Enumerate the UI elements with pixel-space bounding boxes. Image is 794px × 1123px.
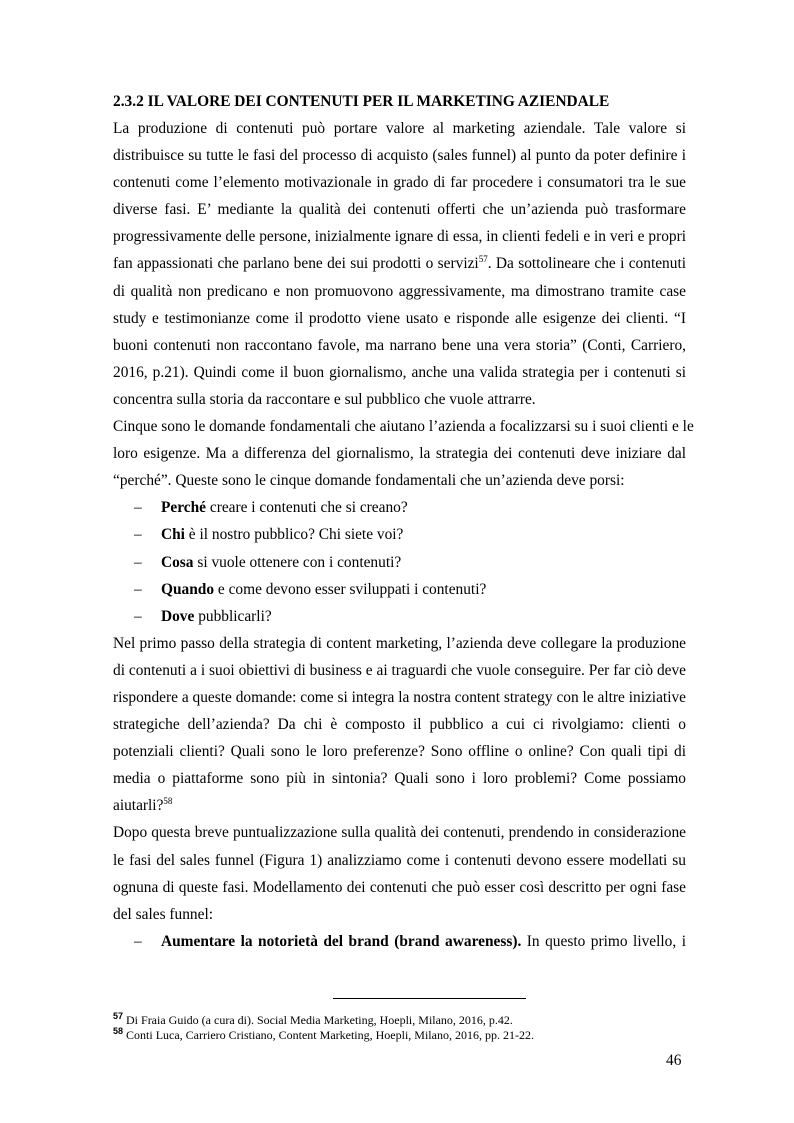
phases-list [113,928,686,955]
text-line: “perché”. Queste sono le cinque domande fondamentali che un’azienda deve porsi: [113,472,625,490]
question-keyword: Dove [161,607,195,625]
list-item [113,928,686,955]
text-line: concentra sulla storia da raccontare e sul pubblico che vuole attrarre. [113,390,536,408]
list-item [113,494,686,521]
question-keyword: Chi [161,526,185,544]
footnotes [113,1013,686,1043]
question-text: pubblicarli? [194,607,272,625]
list-item [113,603,686,630]
footnote-ref-58: 58 [163,796,173,807]
text-line: le fasi del sales funnel (Figura 1) analizziamo come i contenuti devono essere modellati su [113,851,686,869]
text-line: Dopo questa breve puntualizzazione sulla qualità dei contenuti, prendendo in considerazione [113,824,686,842]
question-text: si vuole ottenere con i contenuti? [193,553,402,571]
text-line: La produzione di contenuti può portare valore al marketing aziendale. Tale valore si [113,120,686,137]
text-line: contenuti come l’elemento motivazionale in grado di far procedere i consumatori tra le sue [113,174,686,192]
text-line: 2016, p.21). Quindi come il buon giornalismo, anche una valida strategia per i contenuti si [113,363,686,381]
text-line: del sales funnel: [113,905,214,923]
text-line: buoni contenuti non raccontano favole, ma narrano bene una vera storia” (Conti, Carriero, [113,336,686,354]
question-keyword: Cosa [161,553,194,571]
dash-bullet: – [134,932,142,950]
section-heading: 2.3.2 IL VALORE DEI CONTENUTI PER IL MARKETING AZIENDALE [113,93,610,110]
text-line: loro esigenze. Ma a differenza del giornalismo, la strategia dei contenuti deve iniziare dal [113,445,686,463]
text-segment: aiutarli? [113,797,164,815]
text-segment: . Da sottolineare che i contenuti [487,255,686,273]
footnote-text: Di Fraia Guido (a cura di). Social Media Marketing, Hoepli, Milano, 2016, p.42. [123,1013,513,1027]
text-line: ognuna di queste fasi. Modellamento dei contenuti che può esser così descritto per ogni fase [113,878,686,896]
question-text: è il nostro pubblico? Chi siete voi? [184,526,404,544]
paragraph-sales-funnel [113,819,686,927]
question-keyword: Quando [161,580,215,598]
questions-list [113,494,686,629]
footnote-separator [333,998,526,999]
text-line [113,792,686,819]
footnote-ref-57: 57 [478,254,488,265]
page-number: 46 [666,1052,682,1069]
list-item [113,576,686,603]
list-item [113,549,686,576]
text-segment: fan appassionati che parlano bene dei sui prodotti o servizi [113,255,479,273]
footnote-58 [113,1028,686,1043]
question-keyword: Perché [161,499,207,517]
paragraph-content-value [113,115,686,413]
text-line: di contenuti a i suoi obiettivi di business e ai traguardi che vuole conseguire. Per far ciò deve [113,661,686,679]
text-line: Nel primo passo della strategia di content marketing, l’azienda deve collegare la produzione [113,634,686,652]
text-line: strategiche dell’azienda? Da chi è composto il pubblico a cui ci rivolgiamo: clienti o [113,716,686,734]
paragraph-five-questions [113,413,694,494]
text-line: distribuisce su tutte le fasi del processo di acquisto (sales funnel) al punto da poter definire i [113,147,686,165]
footnote-text: Conti Luca, Carriero Cristiano, Content Marketing, Hoepli, Milano, 2016, pp. 21-22. [123,1028,534,1042]
text-line: Cinque sono le domande fondamentali che aiutano l’azienda a focalizzarsi su i suoi clienti e le [113,418,694,436]
text-line: media o piattaforme sono più in sintonia? Quali sono i loro problemi? Come possiamo [113,770,686,788]
text-line: study e testimonianze come il prodotto viene usato e risponde alle esigenze dei clienti. “I [113,309,686,327]
footnote-number: 58 [113,1026,124,1036]
document-page [113,88,694,955]
list-item [113,521,686,548]
text-line: potenziali clienti? Quali sono le loro preferenze? Sono offline o online? Con quali tipi di [113,743,686,761]
text-line: progressivamente delle persone, inizialmente ignare di essa, in clienti fedeli e in veri e propri [113,228,686,246]
dash-bullet: – [134,526,142,544]
text-line: rispondere a queste domande: come si integra la nostra content strategy con le altre iniziative [113,688,686,706]
question-text: creare i contenuti che si creano? [206,499,408,517]
dash-bullet: – [134,607,142,625]
dash-bullet: – [134,580,142,598]
dash-bullet: – [134,499,142,517]
footnote-57 [113,1013,686,1028]
footnote-number: 57 [113,1011,124,1021]
text-line: diverse fasi. E’ mediante la qualità dei contenuti offerti che un’azienda può trasformare [113,201,686,219]
text-line: di qualità non predicano e non promuovono aggressivamente, ma dimostrano tramite case [113,282,686,300]
phase-title: Aumentare la notorietà del brand (brand awareness). [161,932,522,950]
paragraph-strategy [113,630,686,820]
text-line [113,250,686,277]
dash-bullet: – [134,553,142,571]
question-text: e come devono esser sviluppati i contenuti? [214,580,487,598]
phase-text: In questo primo livello, i [521,932,686,950]
